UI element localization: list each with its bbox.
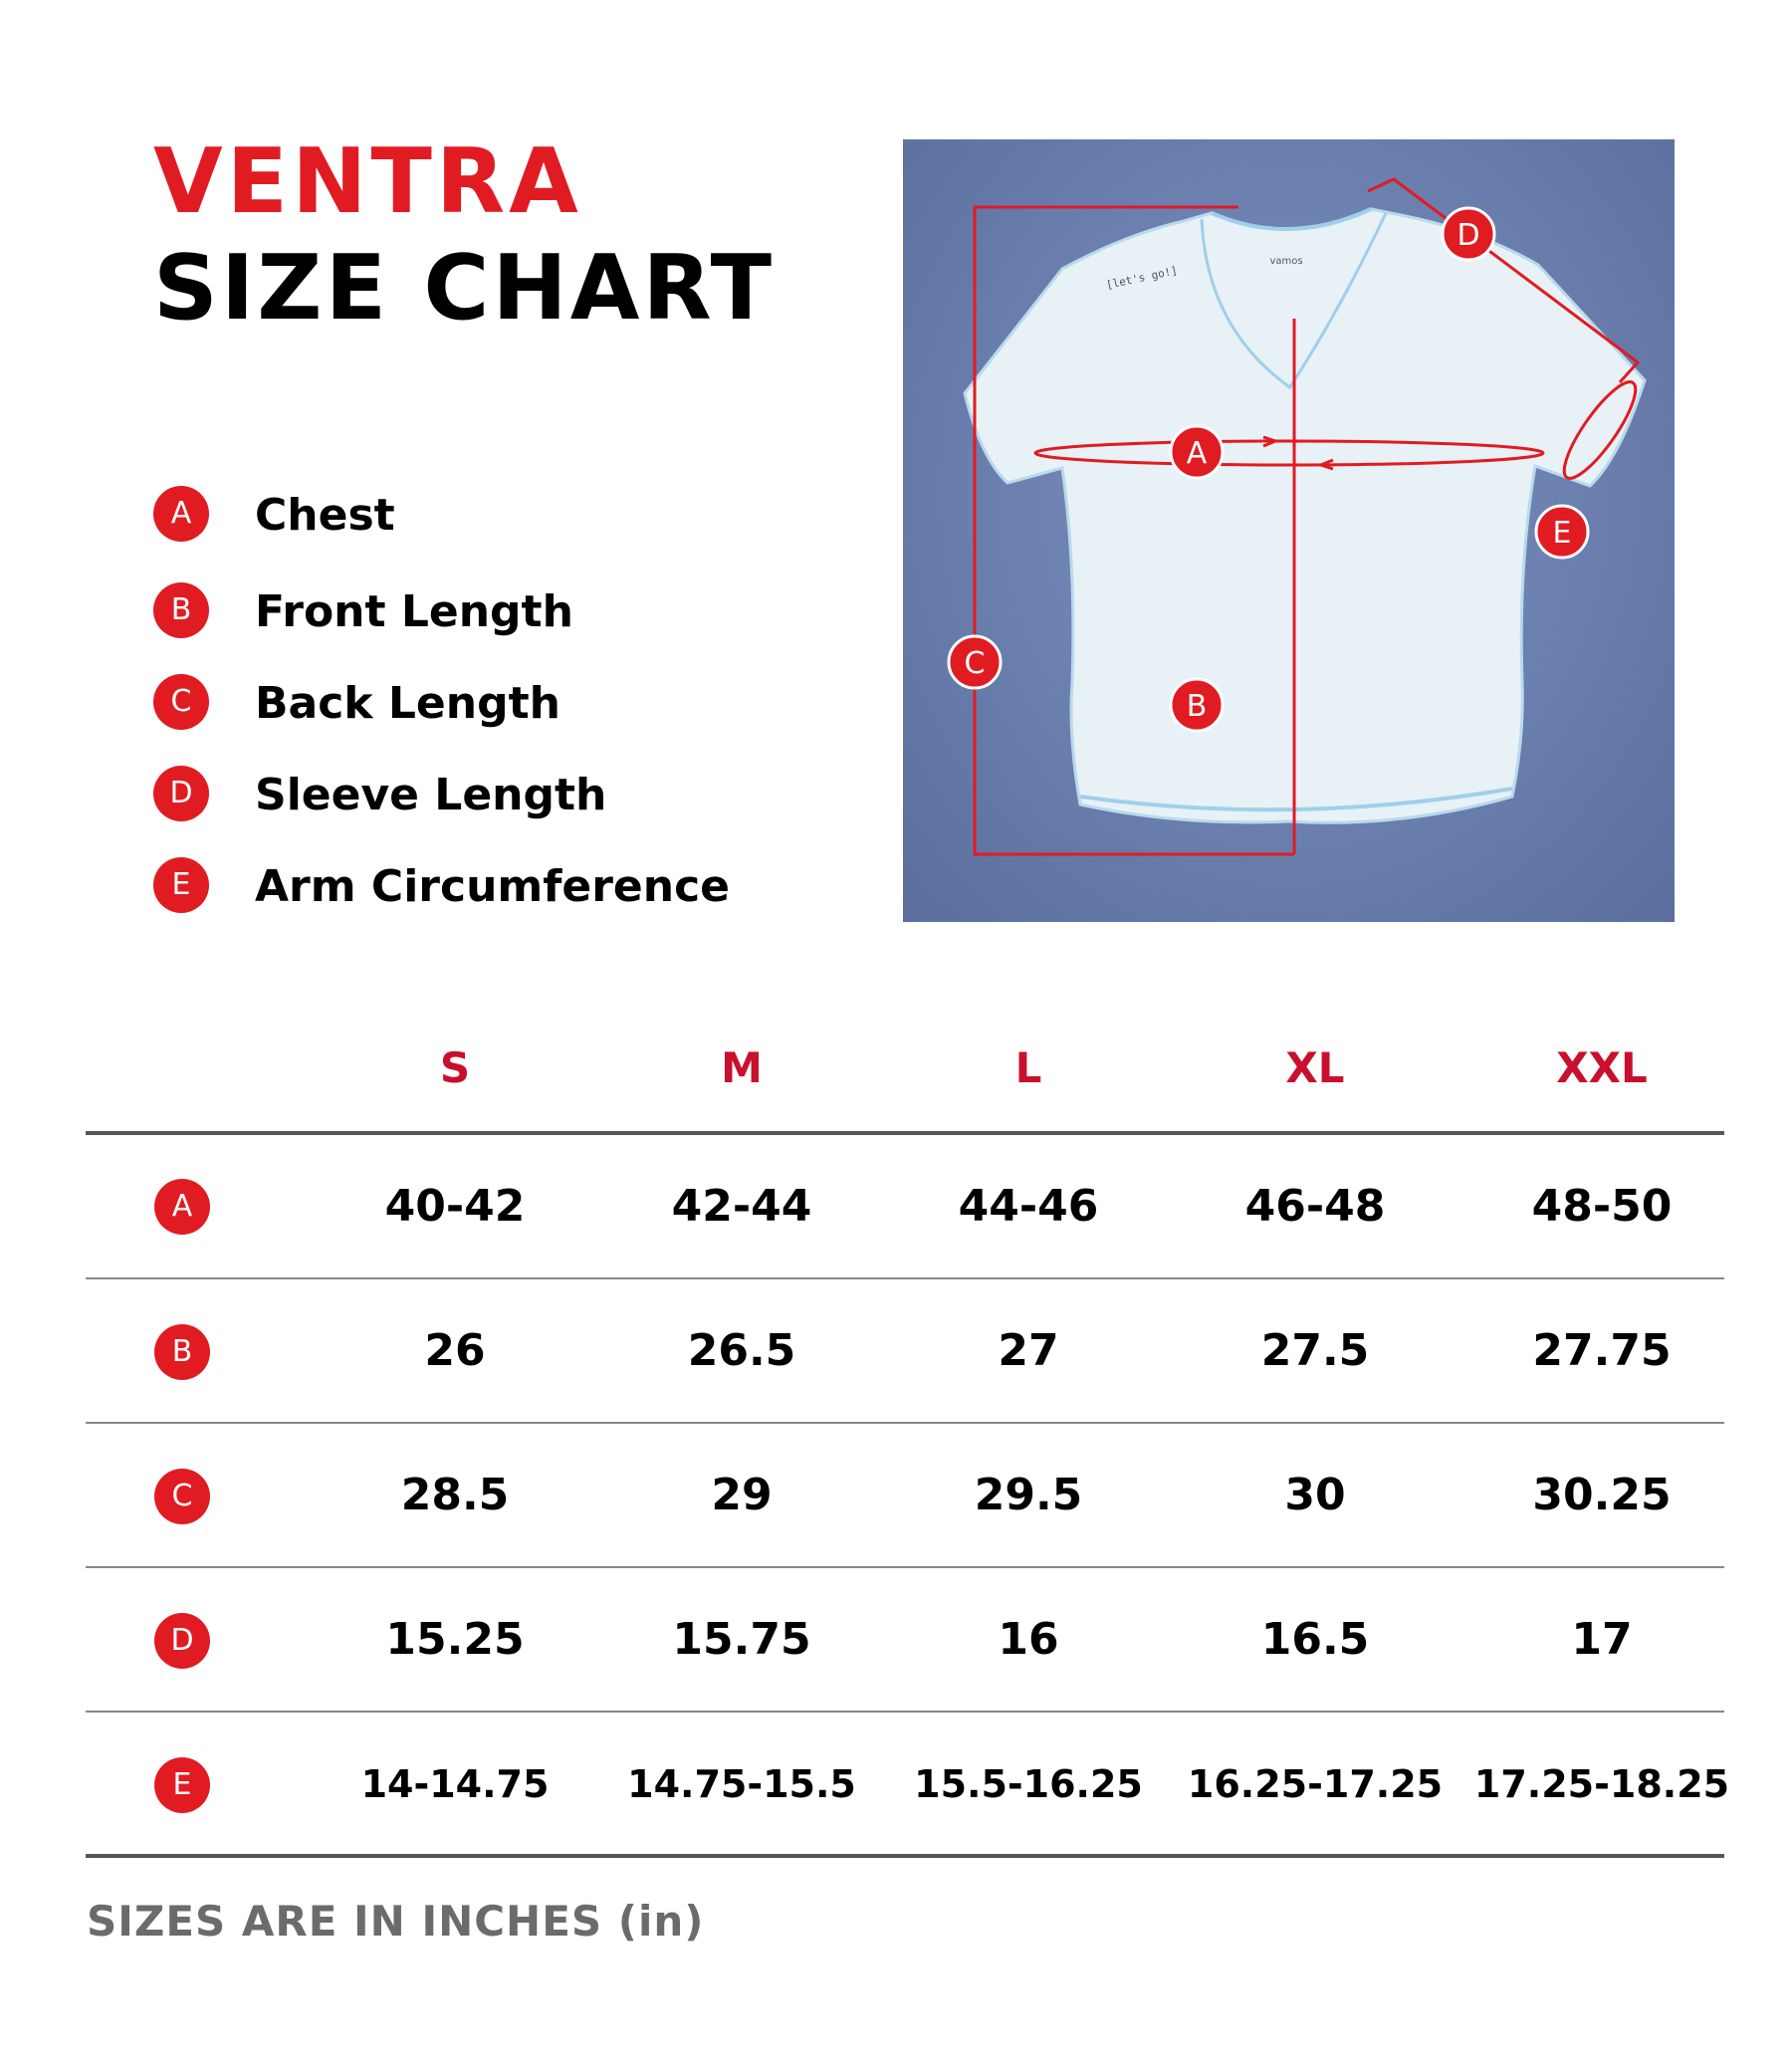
cell-b-xl: 27.5 [1260, 1325, 1370, 1376]
cell-e-l: 15.5-16.25 [914, 1762, 1143, 1806]
page-title: SIZE CHART [153, 236, 776, 341]
shirt-diagram [903, 139, 1675, 922]
badge-c: C [153, 674, 209, 730]
cell-d-s: 15.25 [385, 1614, 525, 1665]
cell-d-l: 16 [998, 1614, 1059, 1665]
row-badge-b: B [154, 1324, 210, 1380]
size-header-xxl: XXL [1556, 1043, 1648, 1092]
badge-e: E [153, 857, 209, 913]
row-divider [86, 1711, 1724, 1713]
legend-label: Sleeve Length [255, 770, 607, 820]
svg-text:D: D [1456, 218, 1480, 253]
table-top-rule [86, 1131, 1724, 1135]
cell-a-xxl: 48-50 [1531, 1181, 1673, 1232]
cell-c-xxl: 30.25 [1532, 1470, 1672, 1520]
cell-b-s: 26 [424, 1325, 486, 1376]
legend-item-chest [153, 486, 850, 546]
cell-b-xxl: 27.75 [1532, 1325, 1672, 1376]
badge-b: B [153, 582, 209, 638]
cell-b-l: 27 [998, 1325, 1059, 1376]
svg-text:E: E [1552, 516, 1572, 551]
brand-title: VENTRA [153, 129, 582, 234]
size-header-xl: XL [1285, 1043, 1345, 1092]
marker-c [949, 636, 1001, 688]
legend-item-sleeve-length [153, 766, 850, 825]
marker-a [1171, 426, 1223, 478]
row-badge-c: C [154, 1469, 210, 1524]
legend-item-arm-circumference [153, 857, 850, 917]
legend-label: Back Length [255, 678, 560, 729]
legend-item-front-length [153, 582, 850, 642]
legend-label: Chest [255, 490, 395, 541]
row-badge-d: D [154, 1613, 210, 1669]
cell-c-s: 28.5 [400, 1470, 510, 1520]
legend-item-back-length [153, 674, 850, 734]
table-bottom-rule [86, 1854, 1724, 1858]
cell-e-s: 14-14.75 [360, 1762, 550, 1806]
legend-label: Arm Circumference [255, 861, 731, 912]
row-divider [86, 1277, 1724, 1279]
badge-d: D [153, 766, 209, 821]
cell-e-m: 14.75-15.5 [627, 1762, 856, 1806]
cell-d-m: 15.75 [672, 1614, 811, 1665]
size-header-s: S [439, 1043, 471, 1092]
marker-b [1171, 679, 1223, 731]
row-divider [86, 1422, 1724, 1424]
badge-a: A [153, 486, 209, 542]
units-footnote: SIZES ARE IN INCHES (in) [87, 1897, 705, 1946]
shirt-print-chest: [let's go!] [1104, 264, 1179, 292]
row-badge-e: E [154, 1757, 210, 1813]
cell-a-xl: 46-48 [1244, 1181, 1386, 1232]
cell-e-xxl: 17.25-18.25 [1473, 1762, 1730, 1806]
size-header-m: M [721, 1043, 763, 1092]
cell-a-m: 42-44 [671, 1181, 812, 1232]
cell-a-l: 44-46 [958, 1181, 1099, 1232]
shirt-measurement-photo [903, 139, 1675, 922]
cell-c-m: 29 [711, 1470, 773, 1520]
svg-text:C: C [964, 646, 986, 681]
marker-d [1443, 208, 1494, 260]
marker-e [1536, 506, 1588, 558]
legend-label: Front Length [255, 586, 573, 637]
svg-text:A: A [1186, 436, 1208, 471]
row-divider [86, 1566, 1724, 1568]
size-header-l: L [1014, 1043, 1042, 1092]
svg-text:B: B [1186, 689, 1208, 724]
cell-b-m: 26.5 [687, 1325, 796, 1376]
cell-c-xl: 30 [1284, 1470, 1346, 1520]
cell-c-l: 29.5 [974, 1470, 1083, 1520]
row-badge-a: A [154, 1179, 210, 1235]
shirt-print-neck: vamos [1269, 256, 1303, 267]
cell-e-xl: 16.25-17.25 [1187, 1762, 1444, 1806]
cell-d-xl: 16.5 [1260, 1614, 1370, 1665]
cell-d-xxl: 17 [1571, 1614, 1633, 1665]
cell-a-s: 40-42 [384, 1181, 526, 1232]
